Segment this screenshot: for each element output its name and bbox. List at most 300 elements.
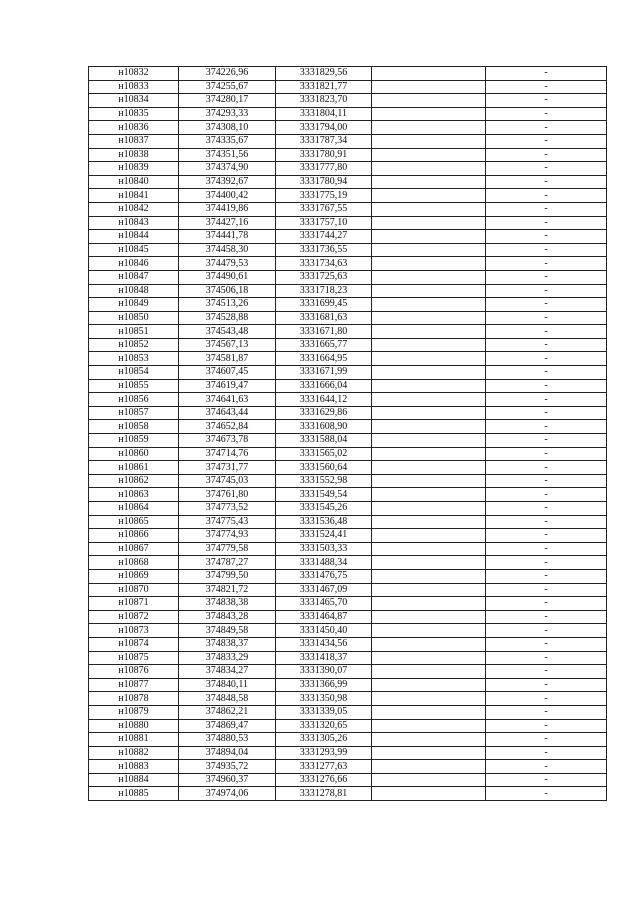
dash-cell: - [486,121,607,135]
point-id-cell: н10867 [89,542,179,556]
y-coordinate-cell: 3331787,34 [276,134,372,148]
empty-cell [372,148,486,162]
y-coordinate-cell: 3331821,77 [276,80,372,94]
table-row [89,787,607,801]
empty-cell [372,447,486,461]
table-row [89,393,607,407]
empty-cell [372,366,486,380]
x-coordinate-cell: 374351,56 [179,148,276,162]
y-coordinate-cell: 3331775,19 [276,189,372,203]
point-id-cell: н10843 [89,216,179,230]
table-row [89,67,607,81]
y-coordinate-cell: 3331757,10 [276,216,372,230]
point-id-cell: н10856 [89,393,179,407]
x-coordinate-cell: 374335,67 [179,134,276,148]
point-id-cell: н10862 [89,474,179,488]
table-row [89,746,607,760]
dash-cell: - [486,624,607,638]
y-coordinate-cell: 3331339,05 [276,705,372,719]
empty-cell [372,461,486,475]
y-coordinate-cell: 3331467,09 [276,583,372,597]
empty-cell [372,121,486,135]
y-coordinate-cell: 3331718,23 [276,284,372,298]
table-row [89,366,607,380]
empty-cell [372,420,486,434]
point-id-cell: н10868 [89,556,179,570]
point-id-cell: н10839 [89,162,179,176]
table-row [89,624,607,638]
table-row [89,162,607,176]
x-coordinate-cell: 374581,87 [179,352,276,366]
x-coordinate-cell: 374974,06 [179,787,276,801]
dash-cell: - [486,311,607,325]
point-id-cell: н10865 [89,515,179,529]
empty-cell [372,80,486,94]
y-coordinate-cell: 3331829,56 [276,67,372,81]
table-row [89,488,607,502]
x-coordinate-cell: 374441,78 [179,230,276,244]
y-coordinate-cell: 3331734,63 [276,257,372,271]
empty-cell [372,787,486,801]
x-coordinate-cell: 374745,03 [179,474,276,488]
point-id-cell: н10833 [89,80,179,94]
table-row [89,705,607,719]
x-coordinate-cell: 374880,53 [179,733,276,747]
y-coordinate-cell: 3331671,80 [276,325,372,339]
y-coordinate-cell: 3331278,81 [276,787,372,801]
empty-cell [372,257,486,271]
table-row [89,284,607,298]
x-coordinate-cell: 374775,43 [179,515,276,529]
point-id-cell: н10851 [89,325,179,339]
empty-cell [372,311,486,325]
y-coordinate-cell: 3331305,26 [276,733,372,747]
x-coordinate-cell: 374834,27 [179,665,276,679]
x-coordinate-cell: 374673,78 [179,434,276,448]
x-coordinate-cell: 374848,58 [179,692,276,706]
y-coordinate-cell: 3331277,63 [276,760,372,774]
empty-cell [372,488,486,502]
dash-cell: - [486,257,607,271]
table-row [89,230,607,244]
dash-cell: - [486,787,607,801]
table-row [89,434,607,448]
x-coordinate-cell: 374528,88 [179,311,276,325]
dash-cell: - [486,420,607,434]
dash-cell: - [486,284,607,298]
y-coordinate-cell: 3331736,55 [276,243,372,257]
x-coordinate-cell: 374652,84 [179,420,276,434]
table-row [89,569,607,583]
x-coordinate-cell: 374731,77 [179,461,276,475]
dash-cell: - [486,637,607,651]
point-id-cell: н10884 [89,773,179,787]
empty-cell [372,284,486,298]
empty-cell [372,583,486,597]
point-id-cell: н10852 [89,338,179,352]
x-coordinate-cell: 374543,48 [179,325,276,339]
point-id-cell: н10870 [89,583,179,597]
y-coordinate-cell: 3331744,27 [276,230,372,244]
point-id-cell: н10879 [89,705,179,719]
empty-cell [372,692,486,706]
dash-cell: - [486,692,607,706]
empty-cell [372,542,486,556]
x-coordinate-cell: 374506,18 [179,284,276,298]
y-coordinate-cell: 3331565,02 [276,447,372,461]
table-row [89,597,607,611]
table-row [89,692,607,706]
point-id-cell: н10866 [89,529,179,543]
point-id-cell: н10880 [89,719,179,733]
table-row [89,610,607,624]
point-id-cell: н10864 [89,502,179,516]
table-row [89,202,607,216]
point-id-cell: н10854 [89,366,179,380]
point-id-cell: н10835 [89,107,179,121]
table-row [89,406,607,420]
x-coordinate-cell: 374458,30 [179,243,276,257]
point-id-cell: н10834 [89,94,179,108]
y-coordinate-cell: 3331476,75 [276,569,372,583]
table-row [89,80,607,94]
dash-cell: - [486,705,607,719]
y-coordinate-cell: 3331664,95 [276,352,372,366]
y-coordinate-cell: 3331608,90 [276,420,372,434]
table-row [89,515,607,529]
y-coordinate-cell: 3331536,48 [276,515,372,529]
y-coordinate-cell: 3331524,41 [276,529,372,543]
point-id-cell: н10844 [89,230,179,244]
point-id-cell: н10882 [89,746,179,760]
empty-cell [372,393,486,407]
table-row [89,583,607,597]
point-id-cell: н10838 [89,148,179,162]
table-row [89,678,607,692]
point-id-cell: н10836 [89,121,179,135]
empty-cell [372,189,486,203]
y-coordinate-cell: 3331777,80 [276,162,372,176]
y-coordinate-cell: 3331418,37 [276,651,372,665]
dash-cell: - [486,325,607,339]
coordinates-table [88,66,607,801]
y-coordinate-cell: 3331350,98 [276,692,372,706]
point-id-cell: н10872 [89,610,179,624]
y-coordinate-cell: 3331503,33 [276,542,372,556]
table-row [89,352,607,366]
dash-cell: - [486,202,607,216]
table-row [89,420,607,434]
dash-cell: - [486,597,607,611]
y-coordinate-cell: 3331434,56 [276,637,372,651]
empty-cell [372,610,486,624]
dash-cell: - [486,583,607,597]
empty-cell [372,298,486,312]
empty-cell [372,338,486,352]
point-id-cell: н10842 [89,202,179,216]
dash-cell: - [486,352,607,366]
empty-cell [372,705,486,719]
x-coordinate-cell: 374869,47 [179,719,276,733]
table-row [89,637,607,651]
table-row [89,447,607,461]
x-coordinate-cell: 374838,38 [179,597,276,611]
table-row [89,665,607,679]
empty-cell [372,719,486,733]
table-row [89,529,607,543]
dash-cell: - [486,298,607,312]
table-row [89,556,607,570]
dash-cell: - [486,80,607,94]
table-row [89,474,607,488]
y-coordinate-cell: 3331629,86 [276,406,372,420]
empty-cell [372,406,486,420]
dash-cell: - [486,651,607,665]
table-row [89,216,607,230]
empty-cell [372,379,486,393]
table-row [89,189,607,203]
x-coordinate-cell: 374862,21 [179,705,276,719]
table-row [89,121,607,135]
empty-cell [372,773,486,787]
point-id-cell: н10840 [89,175,179,189]
table-row [89,257,607,271]
dash-cell: - [486,406,607,420]
point-id-cell: н10883 [89,760,179,774]
table-row [89,461,607,475]
x-coordinate-cell: 374843,28 [179,610,276,624]
y-coordinate-cell: 3331549,54 [276,488,372,502]
x-coordinate-cell: 374960,37 [179,773,276,787]
point-id-cell: н10849 [89,298,179,312]
x-coordinate-cell: 374799,50 [179,569,276,583]
table-row [89,719,607,733]
empty-cell [372,270,486,284]
x-coordinate-cell: 374773,52 [179,502,276,516]
dash-cell: - [486,67,607,81]
y-coordinate-cell: 3331823,70 [276,94,372,108]
table-row [89,134,607,148]
empty-cell [372,733,486,747]
dash-cell: - [486,773,607,787]
dash-cell: - [486,434,607,448]
x-coordinate-cell: 374787,27 [179,556,276,570]
empty-cell [372,746,486,760]
dash-cell: - [486,338,607,352]
empty-cell [372,107,486,121]
dash-cell: - [486,502,607,516]
point-id-cell: н10837 [89,134,179,148]
dash-cell: - [486,515,607,529]
x-coordinate-cell: 374427,16 [179,216,276,230]
y-coordinate-cell: 3331804,11 [276,107,372,121]
empty-cell [372,502,486,516]
dash-cell: - [486,216,607,230]
x-coordinate-cell: 374849,58 [179,624,276,638]
x-coordinate-cell: 374400,42 [179,189,276,203]
y-coordinate-cell: 3331794,00 [276,121,372,135]
x-coordinate-cell: 374374,90 [179,162,276,176]
y-coordinate-cell: 3331780,94 [276,175,372,189]
table-row [89,325,607,339]
x-coordinate-cell: 374490,61 [179,270,276,284]
dash-cell: - [486,678,607,692]
dash-cell: - [486,447,607,461]
table-row [89,379,607,393]
x-coordinate-cell: 374761,80 [179,488,276,502]
y-coordinate-cell: 3331666,04 [276,379,372,393]
dash-cell: - [486,175,607,189]
x-coordinate-cell: 374643,44 [179,406,276,420]
x-coordinate-cell: 374293,33 [179,107,276,121]
table-row [89,298,607,312]
point-id-cell: н10832 [89,67,179,81]
point-id-cell: н10861 [89,461,179,475]
table-row [89,107,607,121]
x-coordinate-cell: 374838,37 [179,637,276,651]
dash-cell: - [486,393,607,407]
y-coordinate-cell: 3331390,07 [276,665,372,679]
x-coordinate-cell: 374774,93 [179,529,276,543]
dash-cell: - [486,189,607,203]
empty-cell [372,162,486,176]
dash-cell: - [486,107,607,121]
point-id-cell: н10876 [89,665,179,679]
x-coordinate-cell: 374641,63 [179,393,276,407]
x-coordinate-cell: 374255,67 [179,80,276,94]
dash-cell: - [486,270,607,284]
point-id-cell: н10855 [89,379,179,393]
x-coordinate-cell: 374840,11 [179,678,276,692]
empty-cell [372,665,486,679]
empty-cell [372,651,486,665]
dash-cell: - [486,474,607,488]
empty-cell [372,175,486,189]
x-coordinate-cell: 374280,17 [179,94,276,108]
empty-cell [372,597,486,611]
point-id-cell: н10871 [89,597,179,611]
dash-cell: - [486,760,607,774]
y-coordinate-cell: 3331644,12 [276,393,372,407]
empty-cell [372,624,486,638]
point-id-cell: н10881 [89,733,179,747]
dash-cell: - [486,162,607,176]
empty-cell [372,202,486,216]
empty-cell [372,230,486,244]
y-coordinate-cell: 3331488,34 [276,556,372,570]
x-coordinate-cell: 374513,26 [179,298,276,312]
table-row [89,148,607,162]
dash-cell: - [486,733,607,747]
dash-cell: - [486,569,607,583]
point-id-cell: н10875 [89,651,179,665]
empty-cell [372,434,486,448]
empty-cell [372,216,486,230]
dash-cell: - [486,556,607,570]
dash-cell: - [486,379,607,393]
point-id-cell: н10841 [89,189,179,203]
dash-cell: - [486,230,607,244]
empty-cell [372,352,486,366]
empty-cell [372,678,486,692]
x-coordinate-cell: 374567,13 [179,338,276,352]
point-id-cell: н10873 [89,624,179,638]
table-row [89,773,607,787]
point-id-cell: н10878 [89,692,179,706]
dash-cell: - [486,243,607,257]
dash-cell: - [486,746,607,760]
y-coordinate-cell: 3331545,26 [276,502,372,516]
table-row [89,175,607,189]
y-coordinate-cell: 3331560,64 [276,461,372,475]
empty-cell [372,515,486,529]
x-coordinate-cell: 374894,04 [179,746,276,760]
x-coordinate-cell: 374226,96 [179,67,276,81]
dash-cell: - [486,529,607,543]
table-row [89,651,607,665]
empty-cell [372,67,486,81]
point-id-cell: н10863 [89,488,179,502]
point-id-cell: н10846 [89,257,179,271]
point-id-cell: н10859 [89,434,179,448]
point-id-cell: н10847 [89,270,179,284]
x-coordinate-cell: 374607,45 [179,366,276,380]
y-coordinate-cell: 3331681,63 [276,311,372,325]
table-row [89,94,607,108]
empty-cell [372,529,486,543]
table-row [89,243,607,257]
empty-cell [372,94,486,108]
dash-cell: - [486,610,607,624]
dash-cell: - [486,148,607,162]
point-id-cell: н10857 [89,406,179,420]
point-id-cell: н10848 [89,284,179,298]
empty-cell [372,474,486,488]
empty-cell [372,637,486,651]
point-id-cell: н10853 [89,352,179,366]
y-coordinate-cell: 3331725,63 [276,270,372,284]
point-id-cell: н10860 [89,447,179,461]
y-coordinate-cell: 3331767,55 [276,202,372,216]
y-coordinate-cell: 3331665,77 [276,338,372,352]
empty-cell [372,243,486,257]
dash-cell: - [486,542,607,556]
table-row [89,270,607,284]
point-id-cell: н10877 [89,678,179,692]
point-id-cell: н10885 [89,787,179,801]
point-id-cell: н10869 [89,569,179,583]
dash-cell: - [486,461,607,475]
point-id-cell: н10874 [89,637,179,651]
table-row [89,733,607,747]
empty-cell [372,760,486,774]
y-coordinate-cell: 3331320,65 [276,719,372,733]
table-row [89,542,607,556]
x-coordinate-cell: 374714,76 [179,447,276,461]
y-coordinate-cell: 3331552,98 [276,474,372,488]
table-row [89,502,607,516]
x-coordinate-cell: 374419,86 [179,202,276,216]
x-coordinate-cell: 374779,58 [179,542,276,556]
y-coordinate-cell: 3331699,45 [276,298,372,312]
dash-cell: - [486,719,607,733]
empty-cell [372,569,486,583]
x-coordinate-cell: 374308,10 [179,121,276,135]
x-coordinate-cell: 374479,53 [179,257,276,271]
dash-cell: - [486,665,607,679]
y-coordinate-cell: 3331366,99 [276,678,372,692]
empty-cell [372,134,486,148]
